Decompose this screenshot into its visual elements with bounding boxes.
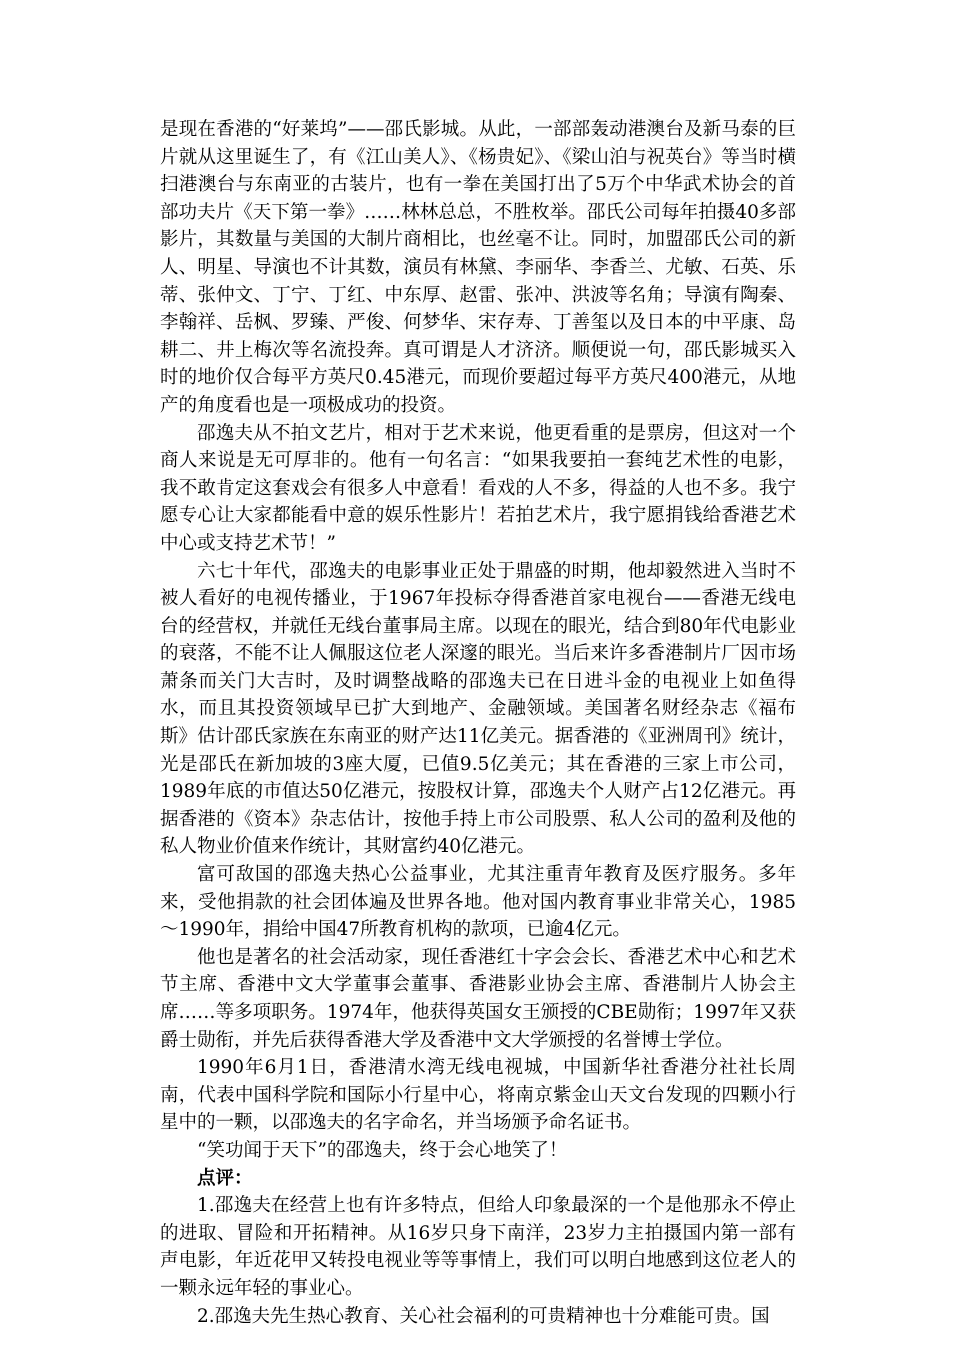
- paragraph-philanthropy: 富可敌国的邵逸夫热心公益事业，尤其注重青年教育及医疗服务。多年来，受他捐款的社会团体遍及世界各地。他对国内教育事业非常关心，1985～1990年，捐给中国47所教育机构的款项，已逾4亿元。: [160, 864, 796, 941]
- paragraph-social-roles: 他也是著名的社会活动家，现任香港红十字会会长、香港艺术中心和艺术节主席、香港中文大学董事会董事、香港影业协会主席、香港制片人协会主席……等多项职务。1974年，他获得英国女王颁授的CBE勋衔；1997年又获爵士勋衔，并先后获得香港大学及香港中文大学颁授的名誉博士学位。: [160, 946, 796, 1051]
- paragraph-smile: “笑功闻于天下”的邵逸夫，终于会心地笑了！: [197, 1139, 568, 1161]
- paragraph-continued: 是现在香港的“好莱坞”——邵氏影城。从此，一部部轰动港澳台及新马泰的巨片就从这里诞生了，有《江山美人》、《杨贵妃》、《梁山泊与祝英台》等当时横扫港澳台与东南亚的古装片，也有一拳在美国打出了5万个中华武术协会的首部功夫片《天下第一拳》……林林总总，不胜枚举。邵氏公司每年拍摄40多部影片，其数量与美国的大制片商相比，也丝毫不让。同时，加盟邵氏公司的新人、明星、导演也不计其数，演员有林黛、李丽华、李香兰、尤敏、石英、乐蒂、张仲文、丁宁、丁红、中东厚、赵雷、张冲、洪波等名角；导演有陶秦、李翰祥、岳枫、罗臻、严俊、何梦华、宋存寿、丁善玺以及日本的中平康、岛耕二、井上梅次等名流投奔。真可谓是人才济济。顺便说一句，邵氏影城买入时的地价仅合每平方英尺0.45港元，而现价要超过每平方英尺400港元，从地产的角度看也是一项极成功的投资。: [160, 119, 796, 416]
- paragraph-art-films: 邵逸夫从不拍文艺片，相对于艺术来说，他更看重的是票房，但这对一个商人来说是无可厚非的。他有一句名言：“如果我要拍一套纯艺术性的电影，我不敢肯定这套戏会有很多人中意看！看戏的人不多，得益的人也不多。我宁愿专心让大家都能看中意的娱乐性影片！若拍艺术片，我宁愿捐钱给香港艺术中心或支持艺术节！”: [160, 422, 796, 554]
- review-item-1: 1.邵逸夫在经营上也有许多特点，但给人印象最深的一个是他那永不停止的进取、冒险和开拓精神。从16岁只身下南洋，23岁力主拍摄国内第一部有声电影，年近花甲又转投电视业等等事情上，我们可以明白地感到这位老人的一颗永远年轻的事业心。: [160, 1195, 796, 1299]
- paragraph-tv-business: 六七十年代，邵逸夫的电影事业正处于鼎盛的时期，他却毅然进入当时不被人看好的电视传播业，于1967年投标夺得香港首家电视台——香港无线电台的经营权，并就任无线台董事局主席。以现在的眼光，结合到80年代电影业的衰落，不能不让人佩服这位老人深邃的眼光。当后来许多香港制片厂因市场萧条而关门大吉时，及时调整战略的邵逸夫已在日进斗金的电视业上如鱼得水，而且其投资领域早已扩大到地产、金融领域。美国著名财经杂志《福布斯》估计邵氏家族在东南亚的财产达11亿美元。据香港的《亚洲周刊》统计，光是邵氏在新加坡的3座大厦，已值9.5亿美元；其在香港的三家上市公司，1989年底的市值达50亿港元，按股权计算，邵逸夫个人财产占12亿港元。再据香港的《资本》杂志估计，按他手持上市公司股票、私人公司的盈利及他的私人物业价值来作统计，其财富约40亿港元。: [160, 560, 796, 858]
- document-page: [160, 116, 796, 1330]
- review-heading: 点评：: [197, 1167, 253, 1189]
- paragraph-asteroid: 1990年6月1日，香港清水湾无线电视城，中国新华社香港分社社长周南，代表中国科学院和国际小行星中心，将南京紫金山天文台发现的四颗小行星中的一颗，以邵逸夫的名字命名，并当场颁予命名证书。: [160, 1057, 796, 1134]
- review-item-2: 2.邵逸夫先生热心教育、关心社会福利的可贵精神也十分难能可贵。国: [197, 1305, 770, 1327]
